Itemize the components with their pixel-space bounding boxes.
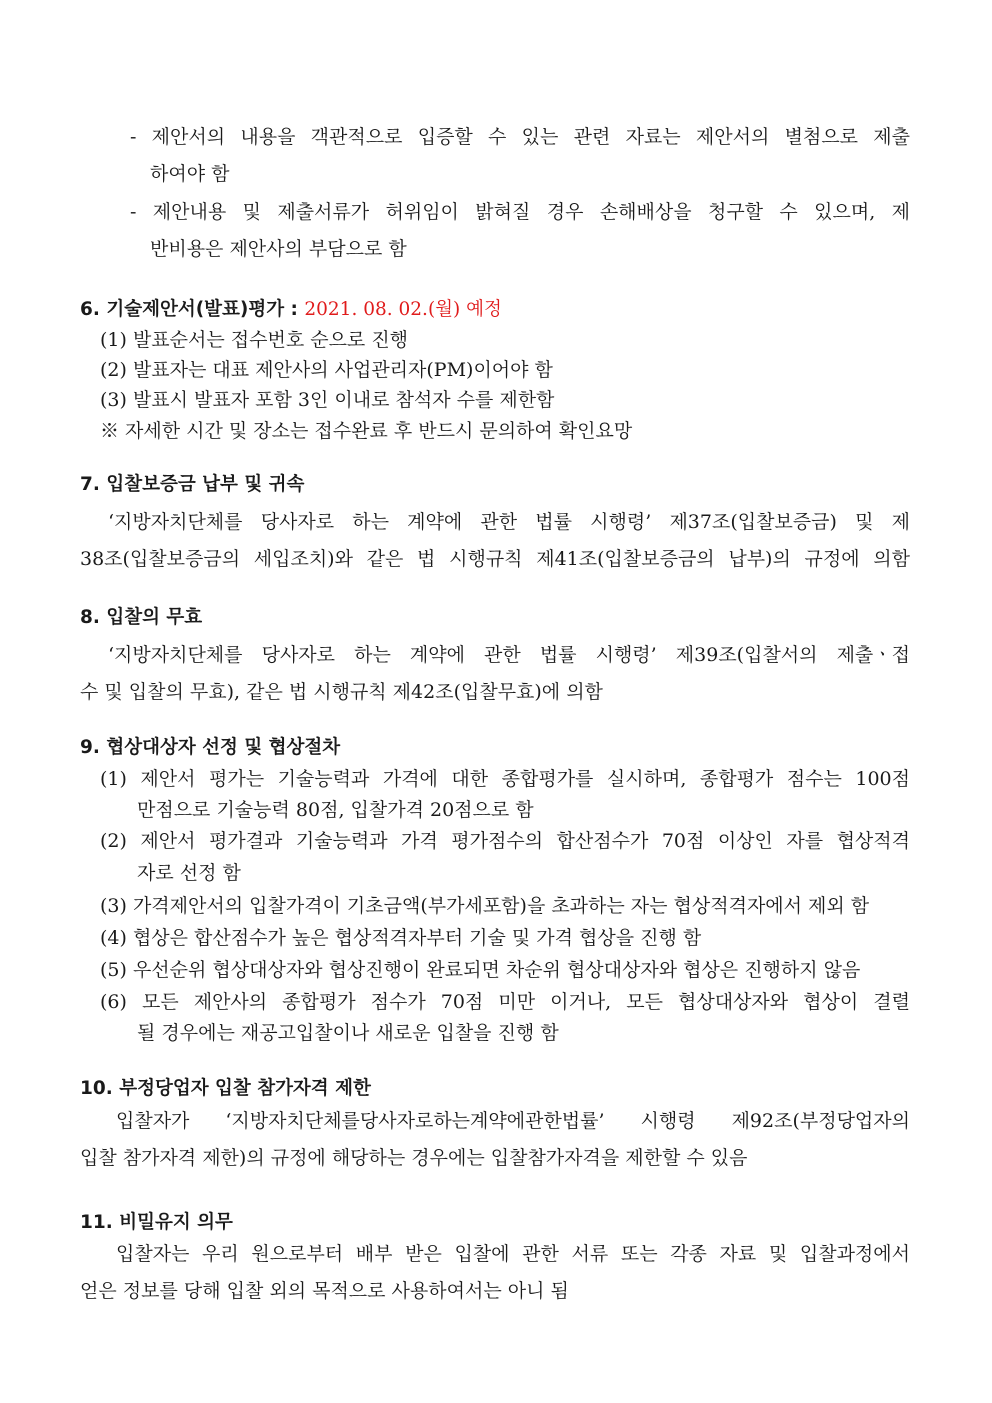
section-9-item-4: (4) 협상은 합산점수가 높은 협상적격자부터 기술 및 가격 협상을 진행 함 — [100, 927, 702, 949]
section-6-note: ※ 자세한 시간 및 장소는 접수완료 후 반드시 문의하여 확인요망 — [100, 420, 633, 442]
section-9-item-2-line-2: 자로 선정 함 — [137, 862, 241, 884]
section-6-item-2: (2) 발표자는 대표 제안사의 사업관리자(PM)이어야 함 — [100, 359, 553, 381]
section-9-item-1-line-2: 만점으로 기술능력 80점, 입찰가격 20점으로 함 — [137, 799, 534, 821]
bullet-2-line-2: 반비용은 제안사의 부담으로 함 — [150, 238, 407, 260]
section-9-item-1-line-1: (1) 제안서 평가는 기술능력과 가격에 대한 종합평가를 실시하며, 종합평가 점수는 100점 — [100, 768, 910, 790]
section-7-heading: 7. 입찰보증금 납부 및 귀속 — [80, 474, 305, 495]
section-6-item-1: (1) 발표순서는 접수번호 순으로 진행 — [100, 329, 409, 351]
section-7-line-1: ‘지방자치단체를 당사자로 하는 계약에 관한 법률 시행령’ 제37조(입찰보증금) 및 제 — [108, 511, 910, 533]
bullet-1-line-1: - 제안서의 내용을 객관적으로 입증할 수 있는 관련 자료는 제안서의 별첨으로 제출 — [130, 126, 910, 148]
section-10-line-2: 입찰 참가자격 제한)의 규정에 해당하는 경우에는 입찰참가자격을 제한할 수 있음 — [80, 1147, 748, 1169]
bullet-1-line-2: 하여야 함 — [150, 163, 230, 185]
bullet-2-line-1: - 제안내용 및 제출서류가 허위임이 밝혀질 경우 손해배상을 청구할 수 있으며, 제 — [130, 201, 910, 223]
section-7-line-2: 38조(입찰보증금의 세입조치)와 같은 법 시행규칙 제41조(입찰보증금의 납부)의 규정에 의함 — [80, 548, 910, 570]
section-11-line-2: 얻은 정보를 당해 입찰 외의 목적으로 사용하여서는 아니 됨 — [80, 1280, 569, 1302]
section-10-line-1: 입찰자가 ‘지방자치단체를당사자로하는계약에관한법률’ 시행령 제92조(부정당업자의 — [116, 1110, 910, 1132]
section-10-heading: 10. 부정당업자 입찰 참가자격 제한 — [80, 1078, 371, 1099]
section-11-line-1: 입찰자는 우리 원으로부터 배부 받은 입찰에 관한 서류 또는 각종 자료 및 입찰과정에서 — [116, 1243, 910, 1265]
section-8-line-2: 수 및 입찰의 무효), 같은 법 시행규칙 제42조(입찰무효)에 의함 — [80, 681, 603, 703]
section-6-item-3: (3) 발표시 발표자 포함 3인 이내로 참석자 수를 제한함 — [100, 389, 555, 411]
section-11-heading: 11. 비밀유지 의무 — [80, 1212, 233, 1233]
section-6-title: 6. 기술제안서(발표)평가 : — [80, 299, 305, 320]
section-9-item-6-line-2: 될 경우에는 재공고입찰이나 새로운 입찰을 진행 함 — [137, 1022, 559, 1044]
section-6-date: 2021. 08. 02.(월) 예정 — [304, 299, 502, 320]
section-6-heading — [80, 297, 502, 323]
section-9-item-3: (3) 가격제안서의 입찰가격이 기초금액(부가세포함)을 초과하는 자는 협상적격자에서 제외 함 — [100, 895, 870, 917]
section-9-item-5: (5) 우선순위 협상대상자와 협상진행이 완료되면 차순위 협상대상자와 협상은 진행하지 않음 — [100, 959, 861, 981]
section-8-heading: 8. 입찰의 무효 — [80, 607, 203, 628]
section-9-heading: 9. 협상대상자 선정 및 협상절차 — [80, 737, 341, 758]
section-9-item-2-line-1: (2) 제안서 평가결과 기술능력과 가격 평가점수의 합산점수가 70점 이상인 자를 협상적격 — [100, 830, 910, 852]
section-9-item-6-line-1: (6) 모든 제안사의 종합평가 점수가 70점 미만 이거나, 모든 협상대상자와 협상이 결렬 — [100, 991, 910, 1013]
section-8-line-1: ‘지방자치단체를 당사자로 하는 계약에 관한 법률 시행령’ 제39조(입찰서의 제출ㆍ접 — [108, 644, 910, 666]
